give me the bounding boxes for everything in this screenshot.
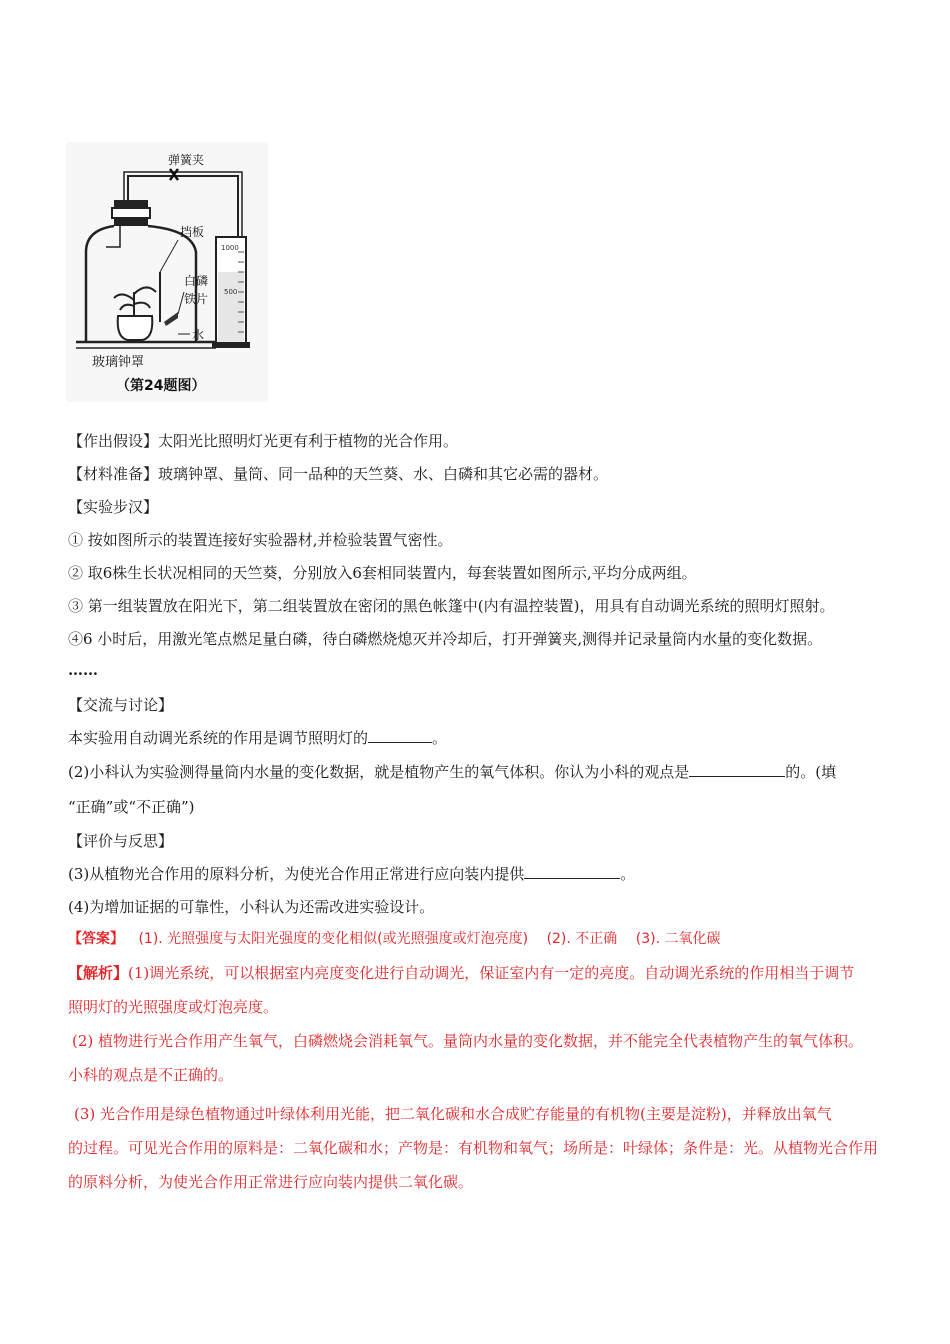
hypothesis-tag: 【作出假设】 [68, 432, 159, 450]
question-1-end: 。 [432, 729, 448, 747]
reflection-heading: 【评价与反思】 [68, 832, 174, 850]
discussion-heading: 【交流与讨论】 [68, 696, 174, 714]
answer-blank-3 [524, 864, 620, 879]
label-bell-jar: 玻璃钟罩 [92, 355, 145, 370]
question-4: (4)为增加证据的可靠性，小科认为还需改进实验设计。 [68, 898, 435, 916]
steps-heading: 【实验步汉】 [68, 498, 159, 516]
answer-blank-1 [368, 728, 432, 743]
question-2-text: (2)小科认为实验测得量筒内水量的变化数据，就是植物产生的氧气体积。你认为小科的观点是 [68, 763, 690, 781]
analysis-p3-line2: 的过程。可见光合作用的原料是：二氧化碳和水；产物是：有机物和氧气；场所是：叶绿体；条件是：光。从植物光合作用 [68, 1139, 879, 1157]
question-2-end: 的。(填 [785, 763, 837, 781]
answer-blank-2 [689, 762, 785, 777]
hypothesis-text: 太阳光比照明灯光更有利于植物的光合作用。 [158, 432, 459, 450]
step-1: ① 按如图所示的装置连接好实验器材,并检验装置气密性。 [68, 531, 453, 549]
analysis-p3-line1: (3) 光合作用是绿色植物通过叶绿体利用光能，把二氧化碳和水合成贮存能量的有机物(主要是淀粉)，并释放出氧气 [74, 1105, 832, 1123]
analysis-p3-line3: 的原料分析，为使光合作用正常进行应向装内提供二氧化碳。 [68, 1173, 474, 1191]
question-3 [68, 864, 635, 884]
analysis-p2-line1: (2) 植物进行光合作用产生氧气，白磷燃烧会消耗氧气。量筒内水量的变化数据，并不能完全代表植物产生的氧气体积。 [72, 1032, 864, 1050]
stopper-bottom [114, 218, 148, 226]
analysis-tag: 【解析】 [68, 964, 129, 982]
question-1-text: 本实验用自动调光系统的作用是调节照明灯的 [68, 729, 369, 747]
answer-3: (3). 二氧化碳 [635, 931, 721, 947]
answer-1: (1). 光照强度与太阳光强度的变化相似(或光照强度或灯泡亮度) [138, 931, 529, 947]
ellipsis: …… [68, 661, 98, 679]
hypothesis-line [68, 431, 458, 451]
answer-line [68, 929, 720, 949]
label-white-phosphorus: 白磷 [184, 274, 209, 288]
label-baffle: 挡板 [180, 225, 205, 239]
label-spring-clip: 弹簧夹 [168, 153, 205, 167]
materials-line [68, 464, 608, 484]
flower-pot [118, 316, 153, 340]
label-iron-piece: 铁片 [184, 292, 209, 306]
materials-tag: 【材料准备】 [68, 465, 159, 483]
scale-label-1000: 1000 [221, 244, 239, 252]
step-3: ③ 第一组装置放在阳光下，第二组装置放在密闭的黑色帐篷中(内有温控装置)，用具有自动调光系统的照明灯照射。 [68, 597, 835, 615]
question-2-continued: “正确”或“不正确”) [68, 798, 195, 816]
analysis-p1-line1 [68, 963, 854, 983]
analysis-p2-line2: 小科的观点是不正确的。 [68, 1066, 234, 1084]
answer-tag: 【答案】 [68, 931, 124, 947]
step-4: ④6 小时后，用激光笔点燃足量白磷，待白磷燃烧熄灭并冷却后，打开弹簧夹,测得并记录量筒内水量的变化数据。 [68, 630, 823, 648]
materials-text: 玻璃钟罩、量筒、同一品种的天竺葵、水、白磷和其它必需的器材。 [158, 465, 609, 483]
analysis-p1-text: (1)调光系统，可以根据室内亮度变化进行自动调光，保证室内有一定的亮度。自动调光系统的作用相当于调节 [128, 964, 855, 982]
step-2: ② 取6株生长状况相同的天竺葵，分别放入6套相同装置内，每套装置如图所示,平均分成两组。 [68, 564, 697, 582]
question-2 [68, 762, 836, 782]
question-1 [68, 728, 447, 748]
question-3-text: (3)从植物光合作用的原料分析，为使光合作用正常进行应向装内提供 [68, 865, 525, 883]
apparatus-figure [66, 142, 268, 402]
analysis-p1-line2: 照明灯的光照强度或灯泡亮度。 [68, 998, 279, 1016]
answer-2: (2). 不正确 [546, 931, 618, 947]
scale-label-500: 500 [224, 288, 238, 296]
label-water: 水 [192, 328, 205, 342]
question-3-end: 。 [620, 865, 636, 883]
stopper-top [114, 200, 148, 208]
cylinder-base [212, 342, 250, 348]
figure-caption: （第24题图） [116, 378, 206, 394]
stopper-band [112, 208, 150, 218]
